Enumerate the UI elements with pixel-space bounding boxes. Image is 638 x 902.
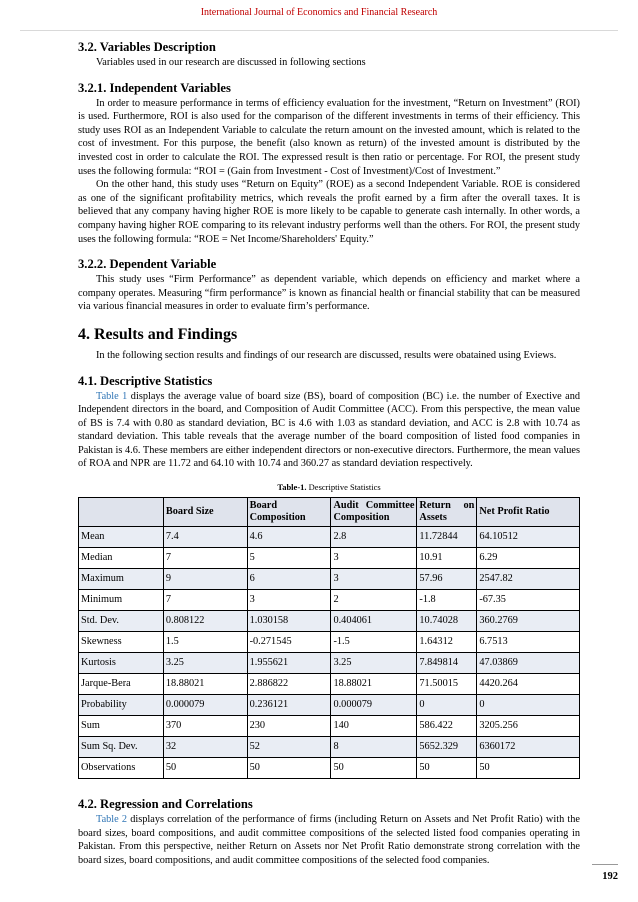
- section-4-1-title: 4.1. Descriptive Statistics: [78, 373, 213, 388]
- board-composition-value: 52: [247, 737, 331, 758]
- return-on-assets-value: -1.8: [417, 590, 477, 611]
- section-3-2-2: [78, 257, 580, 314]
- net-profit-ratio-value: 50: [477, 758, 580, 779]
- board-composition-value: 1.955621: [247, 653, 331, 674]
- net-profit-ratio-value: 47.03869: [477, 653, 580, 674]
- section-3-2-1: [78, 81, 580, 247]
- section-4: [78, 325, 580, 363]
- row-label: Median: [79, 548, 164, 569]
- return-on-assets-value: 5652.329: [417, 737, 477, 758]
- audit-committee-value: 50: [331, 758, 417, 779]
- board-size-value: 1.5: [163, 632, 247, 653]
- table-row: [79, 695, 580, 716]
- return-on-assets-value: 10.74028: [417, 611, 477, 632]
- board-size-value: 0.808122: [163, 611, 247, 632]
- page-number-rule: [592, 864, 618, 865]
- net-profit-ratio-value: 6.7513: [477, 632, 580, 653]
- row-label: Maximum: [79, 569, 164, 590]
- net-profit-ratio-value: 64.10512: [477, 527, 580, 548]
- board-size-value: 32: [163, 737, 247, 758]
- board-size-value: 7.4: [163, 527, 247, 548]
- net-profit-ratio-value: 6.29: [477, 548, 580, 569]
- row-label: Minimum: [79, 590, 164, 611]
- audit-committee-value: 0.404061: [331, 611, 417, 632]
- table-row: [79, 653, 580, 674]
- return-on-assets-value: 71.50015: [417, 674, 477, 695]
- header-audit-committee-composition: [331, 498, 417, 527]
- board-composition-value: 0.236121: [247, 695, 331, 716]
- table-1-caption-text: Descriptive Statistics: [306, 482, 381, 493]
- table-row: [79, 611, 580, 632]
- board-size-value: 0.000079: [163, 695, 247, 716]
- section-4-1-para-text: displays the average value of board size (BS), board of composition (BC) i.e. the number of Exective and Independent directors in the board, and Composition of Audit Committee (ACC). From this perspective, the mean value of BS is 7.4 with 0.80 as standard deviation, BC is 4.6 with 1.03 as standard deviation, and ACC is 2.8 with 10.74 as standard deviation. This table reveals that the average number of the board composition of listed food companies in Pakistan is 4.6. These members are either independent directors or non-executive directors. Furthermore, the mean values of ROA and NPR are 11.72 and 64.10 with 10.74 and 360.27 as standard deviation respectively.: [78, 390, 580, 470]
- journal-header: International Journal of Economics and Financial Research: [200, 7, 438, 18]
- return-on-assets-value: 10.91: [417, 548, 477, 569]
- table-row: [79, 716, 580, 737]
- section-4-1: [78, 374, 580, 472]
- page-number: 192: [602, 871, 618, 882]
- audit-committee-value: 3: [331, 548, 417, 569]
- return-on-assets-value: 7.849814: [417, 653, 477, 674]
- header-board-composition: [247, 498, 331, 527]
- table-1-caption: [78, 482, 580, 493]
- audit-committee-value: 8: [331, 737, 417, 758]
- header-corner: [79, 498, 164, 527]
- table-row: [79, 674, 580, 695]
- net-profit-ratio-value: -67.35: [477, 590, 580, 611]
- section-4-2: [78, 797, 580, 867]
- audit-committee-value: 3.25: [331, 653, 417, 674]
- section-4-2-para-text: displays correlation of the performance of firms (including Return on Assets and Net Profit Ratio) with the board sizes, board compositions, and audit committee compositions of the selected listed food companies operating in Pakistan. From this perspective, neither Return on Assets nor Net Profit Ratio demonstrate strong correlation with the board sizes, board compositions, and audit committee compositions of the selected food companies.: [78, 814, 580, 866]
- header-board-composition-line-1: Board: [249, 500, 278, 512]
- header-committee-word: Committee: [365, 500, 415, 512]
- net-profit-ratio-value: 360.2769: [477, 611, 580, 632]
- net-profit-ratio-value: 4420.264: [477, 674, 580, 695]
- header-audit-composition-word: Composition: [333, 512, 390, 524]
- board-size-value: 7: [163, 548, 247, 569]
- header-net-profit-ratio: Net Profit Ratio: [477, 498, 580, 527]
- audit-committee-value: 0.000079: [331, 695, 417, 716]
- return-on-assets-value: 1.64312: [417, 632, 477, 653]
- section-3-2-2-title: 3.2.2. Dependent Variable: [78, 257, 217, 272]
- section-3-2-1-para-2: On the other hand, this study uses “Return on Equity” (ROE) as a second Independent Variable. ROE is considered as one of the significant profitability metrics, which reveals the profit earned by a firm after the overall taxes. It is believed that any company having higher ROE is more likely to be capable to generate cash internally. In other words, a company having higher ROE comparing to its relevant industry performs well than the others. For ROI, the present study uses the following formula: “ROE = Net Income/Shareholders' Equity.”: [78, 179, 580, 245]
- descriptive-statistics-table: [78, 497, 580, 779]
- table-row: [79, 569, 580, 590]
- row-label: Kurtosis: [79, 653, 164, 674]
- return-on-assets-value: 11.72844: [417, 527, 477, 548]
- audit-committee-value: 140: [331, 716, 417, 737]
- net-profit-ratio-value: 6360172: [477, 737, 580, 758]
- board-composition-value: 2.886822: [247, 674, 331, 695]
- audit-committee-value: -1.5: [331, 632, 417, 653]
- row-label: Mean: [79, 527, 164, 548]
- table-row: [79, 590, 580, 611]
- audit-committee-value: 18.88021: [331, 674, 417, 695]
- table-header-row: [79, 498, 580, 527]
- board-composition-value: 6: [247, 569, 331, 590]
- table-row: [79, 548, 580, 569]
- table-row: [79, 737, 580, 758]
- header-on-word: on: [463, 500, 475, 512]
- return-on-assets-value: 50: [417, 758, 477, 779]
- row-label: Probability: [79, 695, 164, 716]
- row-label: Skewness: [79, 632, 164, 653]
- net-profit-ratio-value: 0: [477, 695, 580, 716]
- header-board-composition-line-2: Composition: [249, 512, 306, 524]
- board-size-value: 7: [163, 590, 247, 611]
- board-size-value: 50: [163, 758, 247, 779]
- return-on-assets-value: 586.422: [417, 716, 477, 737]
- table-row: [79, 758, 580, 779]
- row-label: Sum Sq. Dev.: [79, 737, 164, 758]
- row-label: Jarque-Bera: [79, 674, 164, 695]
- section-3-2-intro: Variables used in our research are discussed in following sections: [96, 57, 366, 68]
- audit-committee-value: 2: [331, 590, 417, 611]
- board-size-value: 18.88021: [163, 674, 247, 695]
- row-label: Sum: [79, 716, 164, 737]
- return-on-assets-value: 0: [417, 695, 477, 716]
- section-4-2-para-1: [78, 813, 580, 867]
- board-size-value: 370: [163, 716, 247, 737]
- row-label: Std. Dev.: [79, 611, 164, 632]
- section-4-2-title: 4.2. Regression and Correlations: [78, 797, 253, 812]
- return-on-assets-value: 57.96: [417, 569, 477, 590]
- board-size-value: 3.25: [163, 653, 247, 674]
- board-composition-value: 5: [247, 548, 331, 569]
- header-return-word: Return: [419, 500, 451, 512]
- row-label: Observations: [79, 758, 164, 779]
- section-3-2-title: 3.2. Variables Description: [78, 40, 216, 54]
- board-composition-value: -0.271545: [247, 632, 331, 653]
- net-profit-ratio-value: 2547.82: [477, 569, 580, 590]
- section-4-para-1: In the following section results and findings of our research are discussed, results were obatained using Eviews.: [96, 349, 557, 361]
- board-composition-value: 1.030158: [247, 611, 331, 632]
- header-assets-word: Assets: [419, 512, 447, 524]
- table-body: [79, 527, 580, 779]
- article-body: [78, 40, 580, 867]
- audit-committee-value: 3: [331, 569, 417, 590]
- board-size-value: 9: [163, 569, 247, 590]
- table-1-caption-label: Table-1.: [277, 482, 307, 493]
- net-profit-ratio-value: 3205.256: [477, 716, 580, 737]
- board-composition-value: 50: [247, 758, 331, 779]
- table-row: [79, 527, 580, 548]
- header-board-size: Board Size: [163, 498, 247, 527]
- section-3-2-2-para-1: This study uses “Firm Performance” as dependent variable, which depends on efficiency and market where a company operates. Measuring “firm performance” is known as financial health or financial stability that can be measured via various financial measures in order to evaluate firm’s performance.: [78, 274, 580, 313]
- board-composition-value: 3: [247, 590, 331, 611]
- section-3-2-1-para-1: In order to measure performance in terms of efficiency evaluation for the investment, “Return on Investment” (ROI) is used. Furthermore, ROI is also used for the comparison of the different investments in terms of their efficiency. This study uses ROI as an Independent Variable to calculate the return amount on the invested amount, which is related to the cost of investment. For this purpose, the benefit (also known as return) of the invested amount is distributed by the invested cost in order to calculate the ROI. The expressed result is then ratio or percentage. For ROI, the present study uses the following formula: “ROI = (Gain from Investment - Cost of Investment)/Cost of Investment.”: [78, 97, 580, 177]
- table-1-link[interactable]: Table 1: [96, 390, 128, 402]
- table-2-link[interactable]: Table 2: [96, 814, 128, 826]
- section-3-2-1-title: 3.2.1. Independent Variables: [78, 80, 231, 95]
- header-divider: [20, 30, 618, 31]
- section-4-title: 4. Results and Findings: [78, 325, 238, 343]
- header-audit-word: Audit: [333, 500, 359, 512]
- audit-committee-value: 2.8: [331, 527, 417, 548]
- board-composition-value: 4.6: [247, 527, 331, 548]
- board-composition-value: 230: [247, 716, 331, 737]
- table-row: [79, 632, 580, 653]
- section-4-1-para-1: [78, 390, 580, 472]
- header-return-on-assets: [417, 498, 477, 527]
